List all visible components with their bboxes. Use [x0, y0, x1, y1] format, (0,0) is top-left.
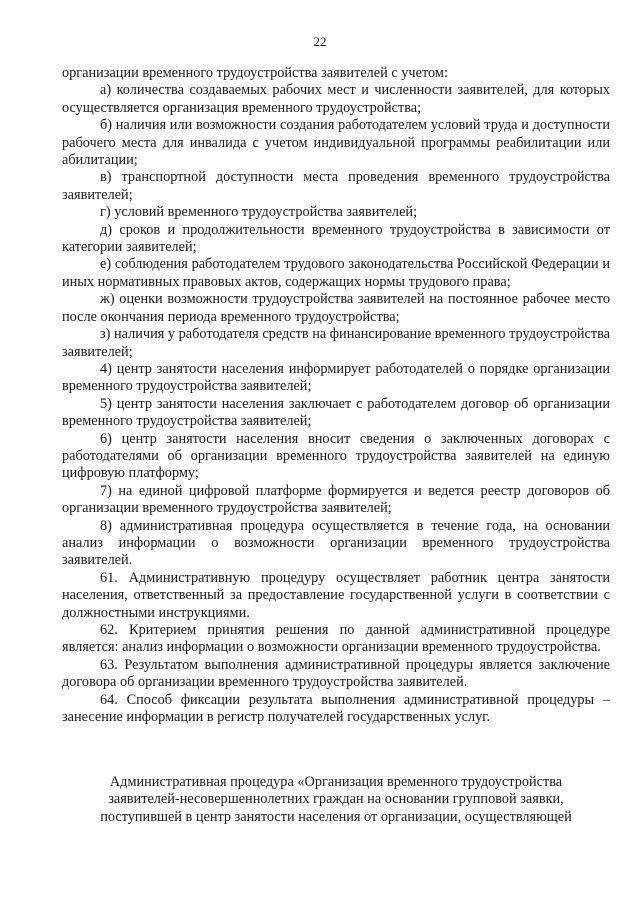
paragraph-item-7: 7) на единой цифровой платформе формируется и ведется реестр договоров об организации временного трудоустройства заявителей; [62, 482, 610, 517]
section-heading-line-2: заявителей-несовершеннолетних граждан на основании групповой заявки, [108, 791, 564, 808]
paragraph-item-8: 8) административная процедура осуществляется в течение года, на основании анализ информации о возможности организации временного трудоустройства заявителей. [62, 517, 610, 569]
paragraph-item-d: д) сроков и продолжительности временного трудоустройства в зависимости от категории заявителей; [62, 221, 610, 256]
paragraph-64: 64. Способ фиксации результата выполнения административной процедуры – занесение информации в регистр получателей государственных услуг. [62, 691, 610, 726]
paragraph-item-zh: ж) оценки возможности трудоустройства заявителей на постоянное рабочее место после окончания периода временного трудоустройства; [62, 291, 610, 325]
paragraph-61: 61. Административную процедуру осуществляет работник центра занятости населения, ответственный за предоставление государственной услуги в соответствии с должностными инструкциями. [62, 569, 610, 621]
paragraph-intro: организации временного трудоустройства заявителей с учетом: [62, 65, 448, 81]
paragraph-62: 62. Критерием принятия решения по данной административной процедуре является: анализ информации о возможности организации временного трудоустройства. [62, 622, 610, 656]
paragraph-item-a: а) количества создаваемых рабочих мест и численности заявителей, для которых осуществляется организация временного трудоустройства; [62, 82, 610, 116]
paragraph-item-5: 5) центр занятости населения заключает с работодателем договор об организации временного трудоустройства заявителей; [62, 395, 610, 430]
paragraph-item-6: 6) центр занятости населения вносит сведения о заключенных договорах с работодателями об организации временного трудоустройства заявителей на единую цифровую платформу; [62, 430, 610, 482]
page-number: 22 [313, 34, 327, 49]
section-heading-line-1: Административная процедура «Организация временного трудоустройства [109, 774, 563, 790]
paragraph-item-v: в) транспортной доступности места проведения временного трудоустройства заявителей; [62, 169, 610, 203]
paragraph-item-z: з) наличия у работодателя средств на финансирование временного трудоустройства заявителей; [62, 326, 610, 360]
paragraph-item-g: г) условий временного трудоустройства заявителей; [100, 204, 418, 221]
paragraph-item-b: б) наличия или возможности создания работодателем условий труда и доступности рабочего места для инвалида с учетом индивидуальной программы реабилитации или абилитации; [62, 117, 610, 169]
document-body [62, 65, 610, 726]
paragraph-63: 63. Результатом выполнения административной процедуры является заключение договора об организации временного трудоустройства заявителей. [62, 656, 610, 691]
section-heading-line-3: поступившей в центр занятости населения от организации, осуществляющей [100, 808, 572, 825]
paragraph-item-4: 4) центр занятости населения информирует работодателей о порядке организации временного трудоустройства заявителей; [62, 360, 610, 395]
section-heading [62, 774, 610, 826]
paragraph-item-e: е) соблюдения работодателем трудового законодательства Российской Федерации и иных нормативных правовых актов, содержащих нормы трудового права; [62, 256, 610, 290]
